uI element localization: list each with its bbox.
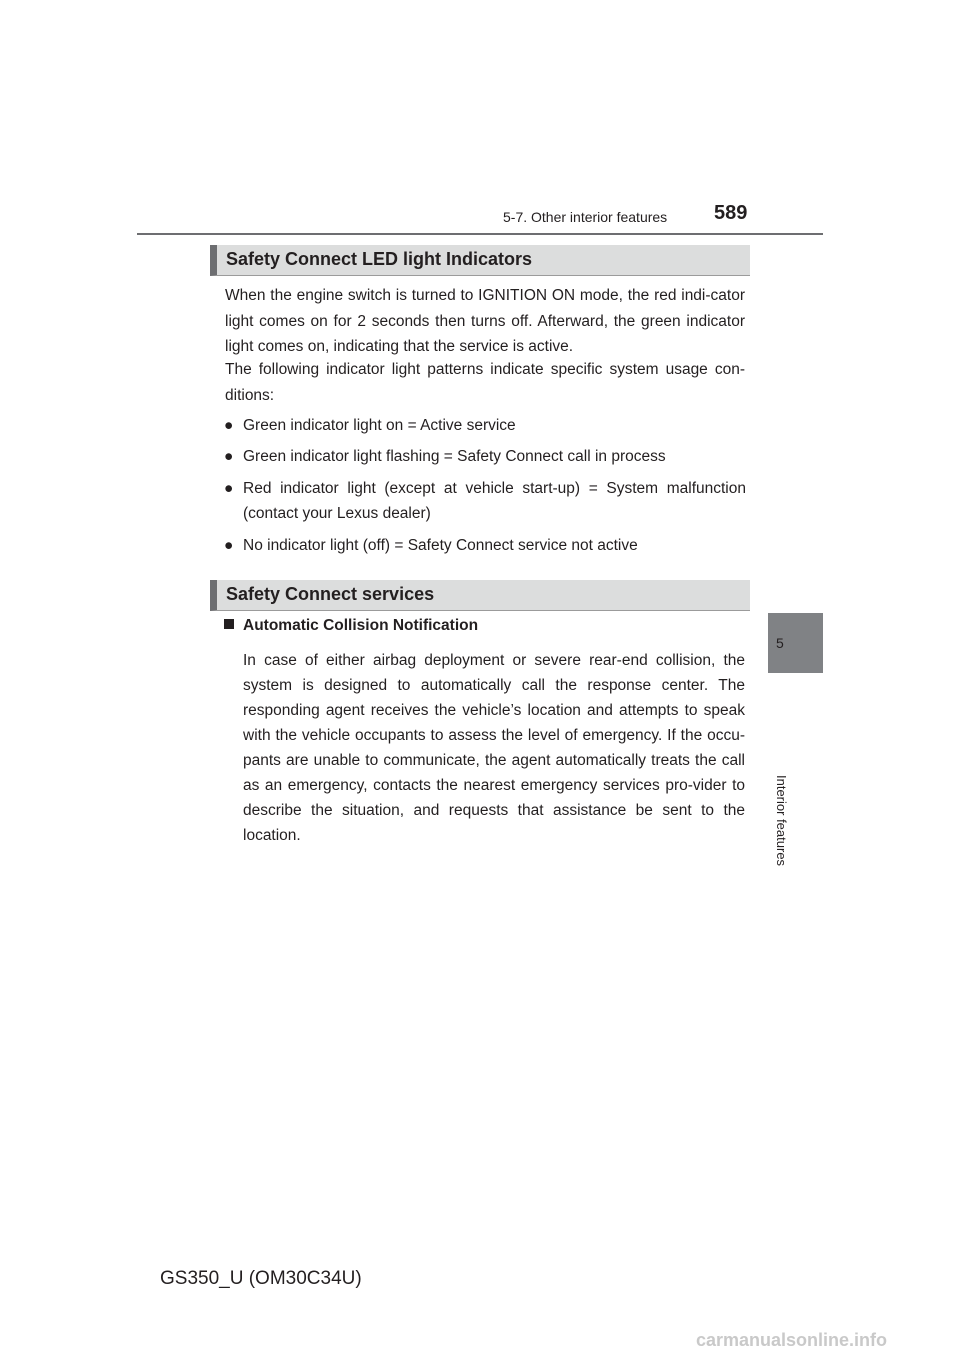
section-heading-indicators	[210, 245, 750, 276]
paragraph: The following indicator light patterns indicate specific system usage con-ditions:	[225, 361, 745, 404]
page-number: 589	[714, 202, 748, 224]
chapter-tab-label: Interior features	[774, 775, 789, 867]
bullet-item	[224, 533, 746, 558]
bullet-text: Green indicator light flashing = Safety Connect call in process	[243, 448, 666, 465]
header-section-title: 5-7. Other interior features	[503, 209, 668, 225]
bullet-icon: ●	[224, 417, 234, 434]
bullet-item	[224, 413, 746, 438]
bullet-icon: ●	[224, 448, 234, 465]
bullet-icon: ●	[224, 480, 234, 497]
section-heading-text: Safety Connect LED light Indicators	[226, 249, 533, 269]
bullet-icon: ●	[224, 537, 234, 554]
paragraph: When the engine switch is turned to IGNITION ON mode, the red indi-cator light comes on for 2 seconds then turns off. Afterward, the green indicator light comes on, indicating that the service is active.	[225, 287, 745, 355]
section-heading-services	[210, 580, 750, 611]
bullet-item	[224, 476, 746, 526]
chapter-tab-number: 5	[776, 635, 784, 651]
bullet-text: Red indicator light (except at vehicle start-up) = System malfunction (contact your Lexus dealer)	[243, 480, 746, 522]
paragraph: In case of either airbag deployment or severe rear-end collision, the system is designed to automatically call the response center. The responding agent receives the vehicle’s location and attempts to speak with the vehicle occupants to assess the level of emergency. If the occu-pants are unable to communicate, the agent automatically treats the call as an emergency, contacts the nearest emergency services pro-vider to describe the situation, and requests that assistance be sent to the location.	[243, 652, 745, 844]
subheading	[224, 617, 478, 635]
header-rule	[137, 233, 823, 235]
section-heading-text: Safety Connect services	[226, 584, 435, 604]
bullet-text: Green indicator light on = Active service	[243, 417, 516, 434]
footer-model-code: GS350_U (OM30C34U)	[160, 1268, 362, 1289]
bullet-item	[224, 444, 746, 469]
watermark: carmanualsonline.info	[696, 1330, 888, 1350]
subheading-text: Automatic Collision Notification	[243, 617, 479, 634]
bullet-text: No indicator light (off) = Safety Connect service not active	[243, 537, 638, 554]
square-bullet-icon	[224, 619, 234, 629]
